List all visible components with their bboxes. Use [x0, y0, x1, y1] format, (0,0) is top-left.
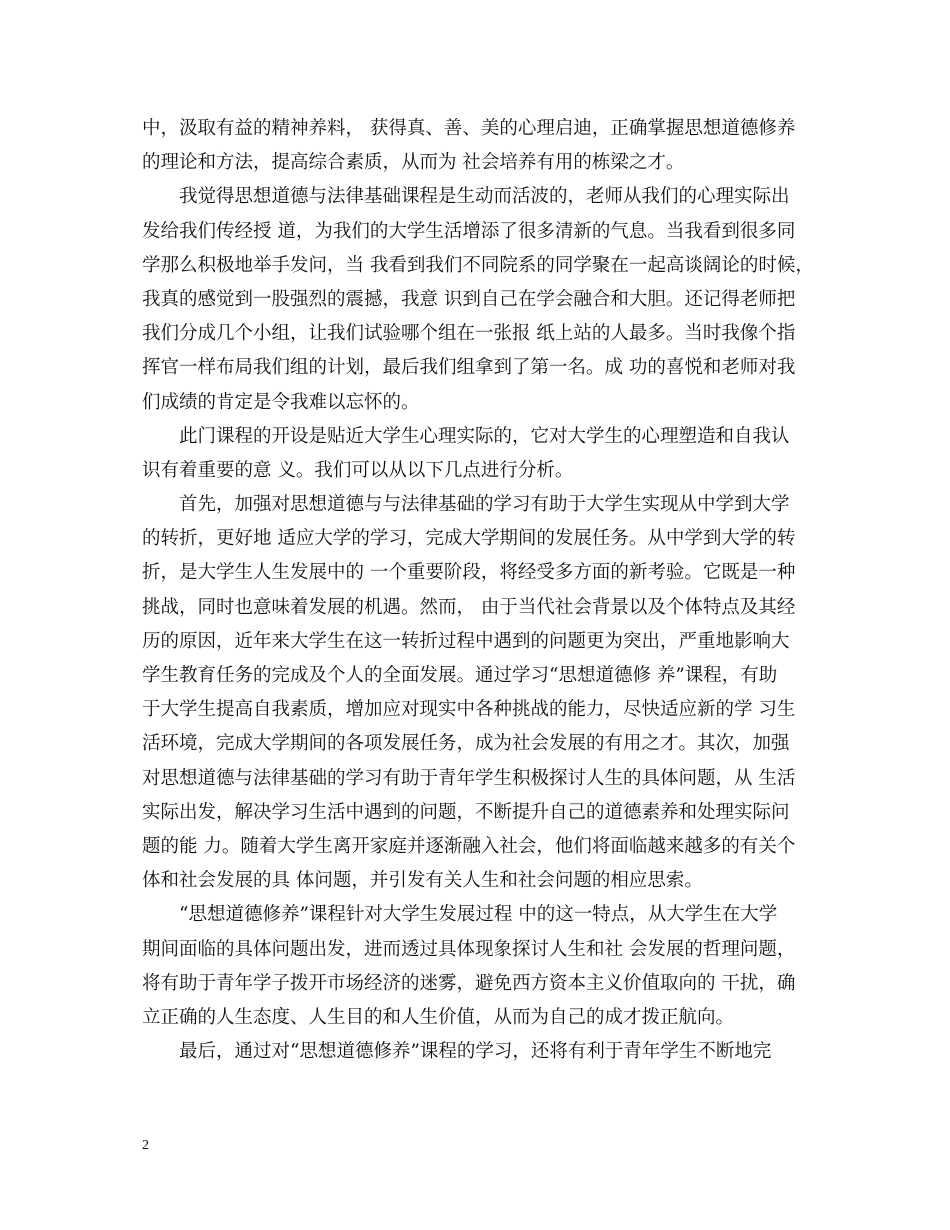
text-line: 的理论和方法，提高综合素质，从而为 社会培养有用的栋梁之才。	[142, 152, 685, 174]
text-line: 最后，通过对“思想道德修养”课程的学习，还将有利于青年学生不断地完	[179, 1041, 772, 1063]
text-line: 立正确的人生态度、人生目的和人生价值，从而为自己的成才拨正航向。	[142, 1006, 735, 1028]
text-line: 体和社会发展的具 体问题，并引发有关人生和社会问题的相应思索。	[142, 870, 703, 892]
text-line: 折，是大学生人生发展中的 一个重要阶段，将经受多方面的新考验。它既是一种	[142, 562, 796, 584]
text-line: 我们分成几个小组，让我们试验哪个组在一张报 纸上站的人最多。当时我像个指	[142, 323, 796, 345]
text-line: 学那么积极地举手发问，当 我看到我们不同院系的同学聚在一起高谈阔论的时候，	[142, 254, 814, 276]
page-number: 2	[142, 1138, 149, 1153]
text-line: 实际出发，解决学习生活中遇到的问题，不断提升自己的道德素养和处理实际问	[142, 801, 790, 823]
text-line: 学生教育任务的完成及个人的全面发展。通过学习“思想道德修 养”课程，有助	[142, 665, 778, 686]
text-line: 我觉得思想道德与法律基础课程是生动而活波的，老师从我们的心理实际出	[179, 186, 790, 208]
text-line: 首先，加强对思想道德与与法律基础的学习有助于大学生实现从中学到大学	[179, 494, 790, 516]
text-line: 题的能 力。随着大学生离开家庭并逐渐融入社会，他们将面临越来越多的有关个	[142, 835, 796, 857]
body-text	[142, 112, 814, 1069]
text-line: 发给我们传经授 道，为我们的大学生活增添了很多清新的气息。当我看到很多同	[142, 220, 796, 242]
text-line: 挥官一样布局我们组的计划，最后我们组拿到了第一名。成 功的喜悦和老师对我	[142, 357, 796, 379]
text-line: “思想道德修养”课程针对大学生发展过程 中的这一特点，从大学生在大学	[179, 904, 778, 926]
text-line: 们成绩的肯定是令我难以忘怀的。	[142, 391, 420, 413]
text-line: 此门课程的开设是贴近大学生心理实际的，它对大学生的心理塑造和自我认	[179, 425, 790, 447]
text-line: 历的原因，近年来大学生在这一转折过程中遇到的问题更为突出，严重地影响大	[142, 630, 790, 652]
text-line: 将有助于青年学子拨开市场经济的迷雾，避免西方资本主义价值取向的 干扰，确	[142, 972, 796, 994]
text-line: 的转折，更好地 适应大学的学习，完成大学期间的发展任务。从中学到大学的转	[142, 528, 796, 550]
text-line: 挑战，同时也意味着发展的机遇。然而， 由于当代社会背景以及个体特点及其经	[142, 596, 796, 618]
text-line: 活环境，完成大学期间的各项发展任务，成为社会发展的有用之才。其次，加强	[142, 733, 790, 755]
text-line: 中，汲取有益的精神养料， 获得真、善、美的心理启迪，正确掌握思想道德修养	[142, 118, 796, 139]
text-line: 期间面临的具体问题出发，进而透过具体现象探讨人生和社 会发展的哲理问题，	[142, 938, 796, 960]
text-line: 对思想道德与法律基础的学习有助于青年学生积极探讨人生的具体问题，从 生活	[142, 767, 796, 789]
text-line: 于大学生提高自我素质，增加应对现实中各种挑战的能力，尽快适应新的学 习生	[142, 699, 796, 721]
text-line: 识有着重要的意 义。我们可以从以下几点进行分析。	[142, 459, 574, 481]
text-line: 我真的感觉到一股强烈的震撼，我意 识到自己在学会融合和大胆。还记得老师把	[142, 288, 796, 310]
